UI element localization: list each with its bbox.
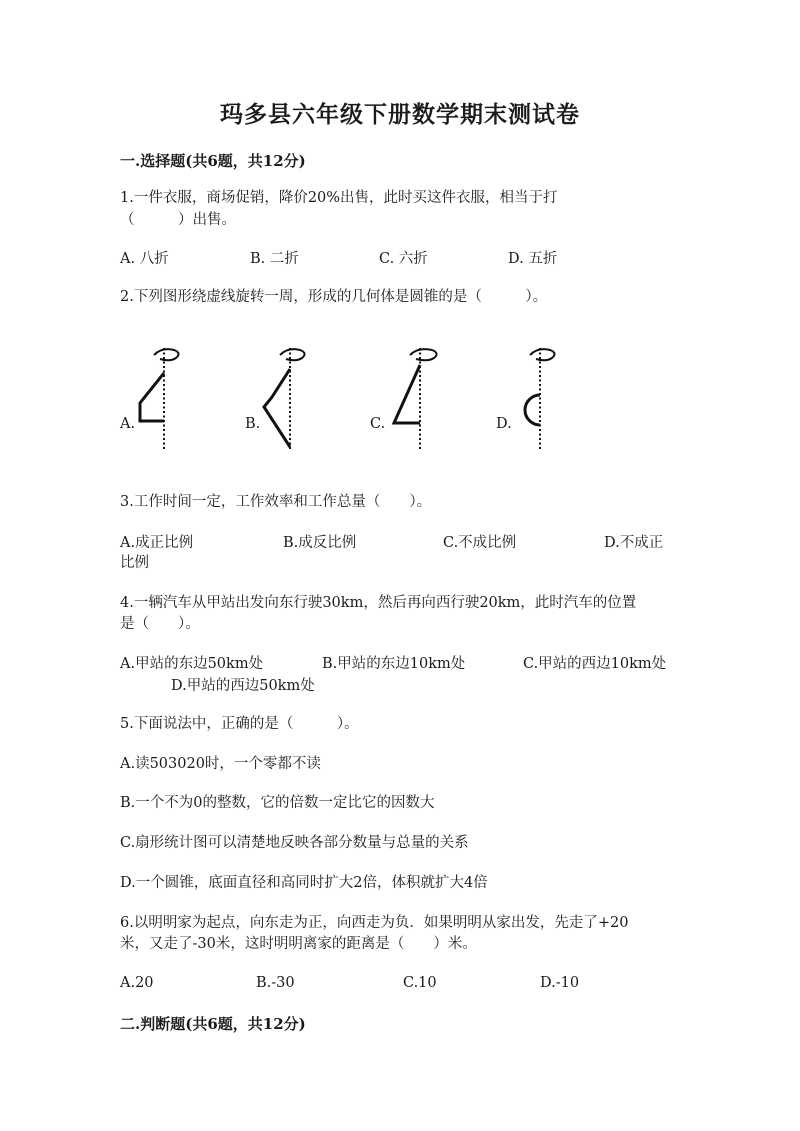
outline-shape-b	[264, 369, 290, 447]
question-1-option-c: C. 六折	[379, 251, 428, 267]
question-6-option-d: D.-10	[540, 975, 580, 991]
section-heading-judgement: 二.判断题(共6题，共12分)	[120, 1015, 306, 1033]
question-5-option-d: D.一个圆锥，底面直径和高同时扩大2倍，体积就扩大4倍	[120, 875, 488, 891]
rotation-arrow-b	[280, 349, 305, 360]
rotation-figure-c	[392, 343, 447, 453]
question-3-option-a: A.成正比例	[120, 535, 194, 551]
rotation-figure-d	[514, 343, 564, 453]
question-4-line-2: 是（ ）。	[120, 616, 200, 632]
question-3-option-b: B.成反比例	[283, 535, 357, 551]
rotation-arrow-a	[154, 349, 179, 360]
question-1-option-a: A. 八折	[120, 251, 169, 267]
rotation-figure-b	[262, 343, 312, 453]
figure-label-c: C.	[370, 416, 386, 432]
page-title: 玛多县六年级下册数学期末测试卷	[220, 101, 580, 128]
question-3-option-d: D.不成正	[604, 535, 664, 551]
outline-shape-a	[140, 373, 164, 421]
question-1-line-1: 1.一件衣服，商场促销，降价20%出售，此时买这件衣服，相当于打	[120, 190, 558, 206]
section-heading-choice: 一.选择题(共6题，共12分)	[120, 152, 306, 170]
question-6-option-a: A.20	[120, 975, 154, 991]
question-6-option-b: B.-30	[256, 975, 295, 991]
figure-label-b: B.	[245, 416, 261, 432]
question-4-option-a: A.甲站的东边50km处	[120, 656, 264, 672]
outline-shape-d	[525, 395, 540, 425]
question-4-option-b: B.甲站的东边10km处	[322, 656, 466, 672]
rotation-arrow-c	[410, 349, 437, 360]
question-6-line-2: 米，又走了-30米，这时明明离家的距离是（ ）米。	[120, 936, 477, 952]
question-5-option-c: C.扇形统计图可以清楚地反映各部分数量与总量的关系	[120, 835, 469, 851]
rotation-figure-a	[138, 343, 188, 453]
question-3-option-d-wrap: 比例	[120, 555, 149, 571]
question-5-option-b: B.一个不为0的整数，它的倍数一定比它的因数大	[120, 795, 435, 811]
question-1-option-d: D. 五折	[508, 251, 558, 267]
question-3-option-c: C.不成比例	[443, 535, 517, 551]
figure-label-d: D.	[496, 416, 512, 432]
question-5-stem: 5.下面说法中，正确的是（ ）。	[120, 716, 359, 732]
outline-shape-c	[394, 365, 420, 423]
question-6-line-1: 6.以明明家为起点，向东走为正，向西走为负．如果明明从家出发，先走了+20	[120, 915, 629, 931]
question-1-line-2: （ ）出售。	[120, 212, 236, 228]
question-3-stem: 3.工作时间一定，工作效率和工作总量（ ）。	[120, 494, 432, 510]
question-2-stem: 2.下列图形绕虚线旋转一周，形成的几何体是圆锥的是（ ）。	[120, 289, 548, 305]
question-4-option-d: D.甲站的西边50km处	[171, 678, 315, 694]
figure-label-a: A.	[120, 416, 136, 432]
question-5-option-a: A.读503020时，一个零都不读	[120, 756, 321, 772]
question-6-option-c: C.10	[403, 975, 437, 991]
question-4-line-1: 4.一辆汽车从甲站出发向东行驶30km，然后再向西行驶20km，此时汽车的位置	[120, 595, 637, 611]
rotation-arrow-d	[530, 349, 555, 360]
question-1-option-b: B. 二折	[250, 251, 299, 267]
question-4-option-c: C.甲站的西边10km处	[523, 656, 667, 672]
